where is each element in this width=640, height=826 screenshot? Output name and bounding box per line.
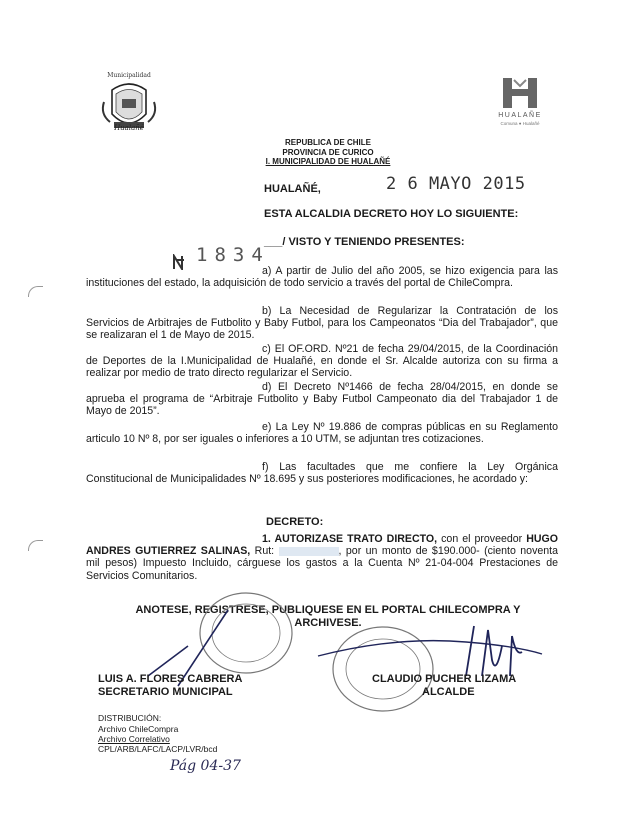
header-municipalidad: I. MUNICIPALIDAD DE HUALAÑÉ xyxy=(265,157,391,166)
article-1-rest2: , por un monto de $190.000- (ciento noventa mil pesos) Impuesto Incluido, cárguese los gastos a la Cuenta Nº 21-04-004 Prestaciones de Servicios Comunitarios. xyxy=(86,545,558,582)
header-republica: REPUBLICA DE CHILE xyxy=(285,138,371,147)
closing-text: ANOTESE, REGISTRESE, PUBLIQUESE EN EL PORTAL CHILECOMPRA Y ARCHIVESE. xyxy=(135,604,521,629)
hualane-logo-name: HUALAÑE xyxy=(498,112,542,119)
paragraph-e: e) La Ley Nº 19.886 de compras públicas en su Reglamento articulo 10 Nº 8, por ser iguales o inferiores a 10 UTM, se adjuntan tres cotizaciones. xyxy=(86,421,558,446)
secretary-name: LUIS A. FLORES CABRERA xyxy=(98,673,243,685)
provider-name: HUGO ANDRES GUTIERREZ SALINAS, xyxy=(86,533,558,558)
paragraph-b: b) La Necesidad de Regularizar la Contratación de los Servicios de Arbitrajes de Futbolito y Baby Futbol, para los Campeonatos “Dia del Trabajador”, que se realizaran el 1 de Mayo de 2015. xyxy=(86,305,558,342)
place-label: HUALAÑÉ, xyxy=(264,183,321,195)
distribution-line-1: Archivo ChileCompra xyxy=(98,724,179,734)
article-1 xyxy=(86,533,558,582)
visto-heading: ___/ VISTO Y TENIENDO PRESENTES: xyxy=(264,236,465,248)
hualane-logo-tagline: Comuna ● Hualañé xyxy=(500,121,540,126)
crest-caption-bottom: Hualañé xyxy=(114,124,144,132)
paragraph-d: d) El Decreto Nº1466 de fecha 28/04/2015, en donde se aprueba el programa de “Arbitraje Futbolito y Baby Futbol Campeonato dia del Trabajador 1 de Mayo de 2015”. xyxy=(86,381,558,418)
intro-line: ESTA ALCALDIA DECRETO HOY LO SIGUIENTE: xyxy=(264,208,519,220)
secretary-title: SECRETARIO MUNICIPAL xyxy=(98,686,233,698)
paragraph-c: c) El OF.ORD. Nº21 de fecha 29/04/2015, de la Coordinación de Deportes de la I.Municipalidad de Hualañé, en donde el Sr. Alcalde autoriza con su firma a realizar por medio de trato directo regularizar el Servicio. xyxy=(86,343,558,380)
hualane-h-logo xyxy=(500,76,540,110)
decree-number: 1834 xyxy=(196,244,270,266)
handwritten-page-note: Pág 04-37 xyxy=(170,758,241,774)
mayor-title: ALCALDE xyxy=(422,686,475,698)
header-provincia: PROVINCIA DE CURICO xyxy=(282,148,374,157)
punch-hole-mark-bottom xyxy=(28,540,43,551)
mayor-name: CLAUDIO PUCHER LIZAMA xyxy=(372,673,517,685)
article-1-rest1: con el proveedor xyxy=(441,533,523,545)
rut-redacted xyxy=(279,547,339,556)
decreto-heading: DECRETO: xyxy=(266,516,324,528)
rut-label: Rut: xyxy=(254,545,275,558)
punch-hole-mark-top xyxy=(28,286,43,297)
paragraph-a: a) A partir de Julio del año 2005, se hizo exigencia para las instituciones del estado, la adquisición de todo servicio a través del portal de ChileCompra. xyxy=(86,265,558,290)
distribution-line-3: CPL/ARB/LAFC/LACP/LVR/bcd xyxy=(98,744,218,754)
article-1-lead: 1. AUTORIZASE TRATO DIRECTO, xyxy=(262,533,438,545)
paragraph-f: f) Las facultades que me confiere la Ley Orgánica Constitucional de Municipalidades Nº 18.695 y sus posteriores modificaciones, he acordado y: xyxy=(86,461,558,486)
distribution-heading: DISTRIBUCIÓN: xyxy=(98,713,162,723)
date-stamp: 2 6 MAYO 2015 xyxy=(386,174,526,194)
crest-caption-top: Municipalidad xyxy=(107,72,151,79)
distribution-line-2: Archivo Correlativo xyxy=(98,734,170,744)
